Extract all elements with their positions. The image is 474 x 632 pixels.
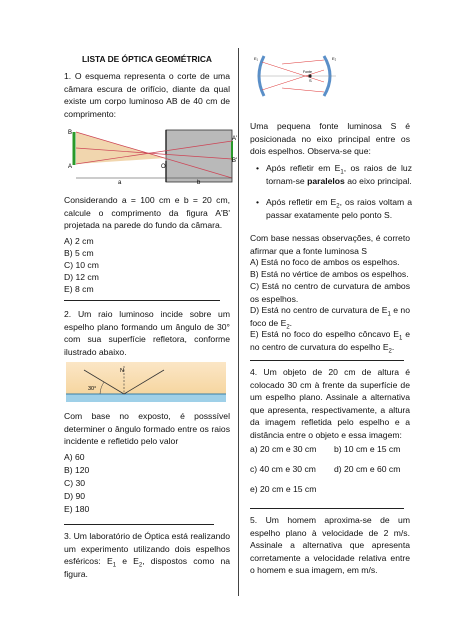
q3-option-c[interactable]: C) Está no centro de curvatura de ambos os espelhos. [250,281,410,304]
q4-option-a[interactable]: a) 20 cm e 30 cm [250,444,317,454]
q2-option-a[interactable]: A) 60 [64,452,85,462]
column-divider [238,48,239,596]
q1-body: Considerando a = 100 cm e b = 20 cm, calcule o comprimento da figura A'B' projetada na parede do fundo da câmara. [64,195,230,230]
label-A: A [68,164,73,170]
q3-spherical-mirrors-figure [252,52,342,100]
q3-option-b[interactable]: B) Está no vértice de ambos os espelhos. [250,269,409,279]
q1-stem: 1. O esquema representa o corte de uma câmara escura de orifício, diante da qual existe um corpo luminoso AB de 40 cm de comprimento: [64,71,230,119]
q1-option-c[interactable]: C) 10 cm [64,260,99,270]
separator-rule [64,524,214,525]
label-A-prime: A' [232,136,238,142]
separator-rule [64,300,220,301]
q1-option-a[interactable]: A) 2 cm [64,236,94,246]
q2-mirror-figure [66,362,226,406]
q3-stem: 3. Um laboratório de Óptica está realizando um experimento utilizando dois espelhos esféricos: $E_1$ e $E_2$, dispostos como na figura. [64,531,230,579]
label-O: O [161,164,166,170]
label-E1: E₁ [254,56,259,61]
q1-option-d[interactable]: D) 12 cm [64,272,99,282]
label-E2: E₂ [332,56,337,61]
page-title: LISTA DE ÓPTICA GEOMÉTRICA [82,54,212,64]
q4-option-d[interactable]: d) 20 cm e 60 cm [334,464,401,474]
label-fonte: Fonte [303,70,312,74]
q4-option-c[interactable]: c) 40 cm e 30 cm [250,464,316,474]
q3-option-d[interactable]: D) Está no centro de curvatura de $E_1$ e no foco de $E_2$. [250,305,410,331]
bullet-icon: • [256,197,260,207]
q1-option-b[interactable]: B) 5 cm [64,248,94,258]
separator-rule [250,508,404,509]
q5-stem: 5. Um homem aproxima-se de um espelho plano à velocidade de 2 m/s. Assinale a alternativa que apresenta corretamente a velocidade relativa entre o homem e sua imagem, em m/s. [250,515,410,575]
q3-continuation: Uma pequena fonte luminosa S é posicionada no eixo principal entre os dois espelhos. Observa-se que: [250,121,410,156]
bullet-icon: • [256,163,260,173]
label-a: a [118,180,122,184]
q4-option-e[interactable]: e) 20 cm e 15 cm [250,484,317,494]
q3-option-a[interactable]: A) Está no foco de ambos os espelhos. [250,257,400,267]
label-b: b [197,180,201,184]
q4-option-b[interactable]: b) 10 cm e 15 cm [334,444,401,454]
q4-stem: 4. Um objeto de 20 cm de altura é colocado 30 cm à frente da superfície de um espelho plano. Assinale a alternativa que apresenta, respectivamente, a altura da imagem refletida pelo espelho e a distância entre o objeto e essa imagem: [250,367,410,440]
q1-option-e[interactable]: E) 8 cm [64,284,94,294]
label-B: B [68,130,73,136]
label-B-prime: B' [232,158,238,164]
q2-option-d[interactable]: D) 90 [64,491,86,501]
label-S: S [309,78,312,83]
q1-camera-figure [66,122,238,184]
q2-body: Com base no exposto, é posssível determiner o ângulo formado entre os raios incidente e refletido pelo valor [64,411,230,446]
q2-option-b[interactable]: B) 120 [64,465,90,475]
q3-body: Com base nessas observações, é correto afirmar que a fonte luminosa S [250,233,410,256]
q2-option-c[interactable]: C) 30 [64,478,86,488]
label-N: N [120,368,124,374]
q3-option-e[interactable]: E) Está no foco do espelho côncavo $E_1$ e no centro de curvatura do espelho $E_2$. [250,329,410,355]
q2-stem: 2. Um raio luminoso incide sobre um espelho plano formando um ângulo de 30° com sua superfície refletora, conforme ilustrado abaixo. [64,309,230,357]
q2-option-e[interactable]: E) 180 [64,504,90,514]
separator-rule [250,360,404,361]
label-30-degrees: 30° [88,386,97,392]
